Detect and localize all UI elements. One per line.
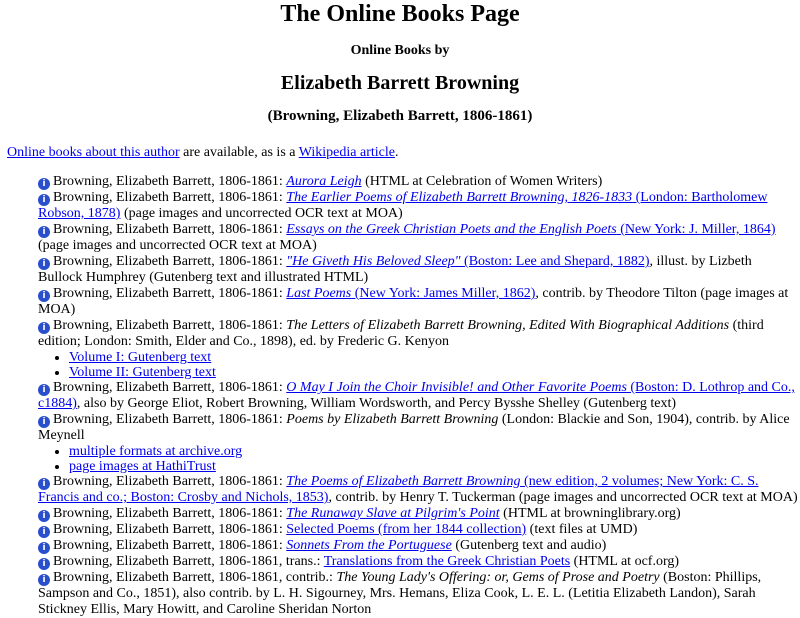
book-entry — [38, 286, 798, 318]
info-icon[interactable]: i — [38, 574, 50, 586]
publication-info: (new edition, 2 volumes; New York: C. S. Francis and co.; Boston: Crosby and Nichols, 1853) — [38, 474, 759, 505]
book-title: O May I Join the Choir Invisible! and Other Favorite Poems — [286, 380, 627, 395]
book-entry — [38, 554, 798, 570]
author-prefix: Browning, Elizabeth Barrett, 1806-1861: — [53, 174, 287, 189]
books-about-author-link[interactable]: Online books about this author — [7, 145, 180, 160]
info-icon[interactable]: i — [38, 194, 50, 206]
author-prefix: Browning, Elizabeth Barrett, 1806-1861: — [53, 412, 287, 427]
info-icon[interactable]: i — [38, 526, 50, 538]
info-icon[interactable]: i — [38, 322, 50, 334]
book-entry — [38, 318, 798, 380]
book-details: , also by George Eliot, Robert Browning, William Wordsworth, and Percy Bysshe Shelley (Gutenberg text) — [76, 396, 677, 411]
info-icon[interactable]: i — [38, 558, 50, 570]
book-entry — [38, 412, 798, 474]
format-link[interactable]: Volume II: Gutenberg text — [69, 365, 216, 380]
info-icon[interactable]: i — [38, 226, 50, 238]
author-prefix: Browning, Elizabeth Barrett, 1806-1861: — [53, 318, 287, 333]
format-item — [69, 350, 798, 365]
format-item — [69, 365, 798, 380]
format-link[interactable]: page images at HathiTrust — [69, 459, 216, 474]
book-title: Poems by Elizabeth Barrett Browning — [286, 412, 499, 427]
author-prefix: Browning, Elizabeth Barrett, 1806-1861: — [53, 286, 287, 301]
format-item — [69, 459, 798, 474]
book-details: , contrib. by Theodore Tilton (page images at MOA) — [38, 286, 789, 317]
book-entry — [38, 222, 798, 254]
book-title: Sonnets From the Portuguese — [286, 538, 452, 553]
info-icon[interactable]: i — [38, 290, 50, 302]
book-title: Last Poems — [286, 286, 352, 301]
info-icon[interactable]: i — [38, 384, 50, 396]
publication-info: (Boston: Lee and Shepard, 1882) — [460, 254, 650, 269]
book-title: Essays on the Greek Christian Poets and the English Poets — [286, 222, 617, 237]
book-details: (HTML at browninglibrary.org) — [499, 506, 681, 521]
info-icon[interactable]: i — [38, 178, 50, 190]
author-prefix: Browning, Elizabeth Barrett, 1806-1861: — [53, 506, 287, 521]
book-link[interactable]: Selected Poems (from her 1844 collection) — [286, 522, 527, 537]
format-item — [69, 444, 798, 459]
book-details: (HTML at Celebration of Women Writers) — [361, 174, 603, 189]
book-details: (Boston: Phillips, Sampson and Co., 1851), also contrib. by L. H. Sigourney, Mrs. Hemans, Eliza Cook, L. E. L. (Letitia Elizabeth Landon), Sarah Stickney Ellis, Mary Howitt, and Caroline Sheridan Norton — [38, 570, 762, 617]
book-link[interactable] — [286, 222, 775, 237]
book-entry — [38, 190, 798, 222]
author-prefix: Browning, Elizabeth Barrett, 1806-1861, trans.: — [53, 554, 324, 569]
format-link[interactable]: multiple formats at archive.org — [69, 444, 243, 459]
book-title: "He Giveth His Beloved Sleep" — [286, 254, 461, 269]
book-title: The Letters of Elizabeth Barrett Browning, Edited With Biographical Additions — [286, 318, 730, 333]
site-title: The Online Books Page — [280, 1, 520, 27]
book-details: , contrib. by Henry T. Tuckerman (page images and uncorrected OCR text at MOA) — [328, 490, 798, 505]
book-title: The Runaway Slave at Pilgrim's Point — [286, 506, 500, 521]
intro-paragraph — [7, 145, 398, 161]
book-entry — [38, 254, 798, 286]
publication-info: (Boston: D. Lothrop and Co., c1884) — [38, 380, 795, 411]
book-entry — [38, 522, 798, 538]
book-link[interactable] — [286, 538, 452, 553]
author-prefix: Browning, Elizabeth Barrett, 1806-1861: — [53, 522, 287, 537]
book-link[interactable] — [286, 506, 499, 521]
book-title: The Earlier Poems of Elizabeth Barrett Browning, 1826-1833 — [286, 190, 633, 205]
book-title: The Poems of Elizabeth Barrett Browning — [286, 474, 521, 489]
book-title: The Young Lady's Offering: or, Gems of Prose and Poetry — [336, 570, 660, 585]
author-prefix: Browning, Elizabeth Barrett, 1806-1861, contrib.: — [53, 570, 337, 585]
book-entry — [38, 380, 798, 412]
book-link[interactable] — [286, 254, 649, 269]
info-icon[interactable]: i — [38, 542, 50, 554]
info-icon[interactable]: i — [38, 416, 50, 428]
format-list — [38, 350, 798, 380]
format-link[interactable]: Volume I: Gutenberg text — [69, 350, 212, 365]
author-prefix: Browning, Elizabeth Barrett, 1806-1861: — [53, 222, 287, 237]
book-entry — [38, 506, 798, 522]
book-details: (page images and uncorrected OCR text at MOA) — [120, 206, 403, 221]
book-details: (text files at UMD) — [526, 522, 638, 537]
book-link[interactable] — [286, 286, 535, 301]
publication-info: (London: Bartholomew Robson, 1878) — [38, 190, 768, 221]
intro-end: . — [394, 145, 399, 160]
author-full-name: (Browning, Elizabeth Barrett, 1806-1861) — [267, 108, 533, 124]
book-link[interactable]: Translations from the Greek Christian Poets — [323, 554, 571, 569]
format-list — [38, 444, 798, 474]
book-entry — [38, 474, 798, 506]
book-details: (HTML at ocf.org) — [570, 554, 680, 569]
author-prefix: Browning, Elizabeth Barrett, 1806-1861: — [53, 254, 287, 269]
book-link[interactable] — [286, 174, 361, 189]
author-prefix: Browning, Elizabeth Barrett, 1806-1861: — [53, 474, 287, 489]
info-icon[interactable]: i — [38, 478, 50, 490]
publication-info: (New York: J. Miller, 1864) — [616, 222, 776, 237]
book-details: , illust. by Lizbeth Bullock Humphrey (Gutenberg text and illustrated HTML) — [38, 254, 752, 285]
book-details: (third edition; London: Smith, Elder and Co., 1898), ed. by Frederic G. Kenyon — [38, 318, 764, 349]
book-details: (London: Blackie and Son, 1904), contrib. by Alice Meynell — [38, 412, 790, 443]
book-list — [38, 174, 798, 618]
book-details: (page images and uncorrected OCR text at MOA) — [38, 238, 317, 253]
author-prefix: Browning, Elizabeth Barrett, 1806-1861: — [53, 538, 287, 553]
publication-info: (New York: James Miller, 1862) — [351, 286, 536, 301]
book-entry — [38, 538, 798, 554]
books-by-heading: Online Books by — [350, 43, 450, 58]
info-icon[interactable]: i — [38, 510, 50, 522]
author-prefix: Browning, Elizabeth Barrett, 1806-1861: — [53, 190, 287, 205]
book-entry — [38, 174, 798, 190]
author-prefix: Browning, Elizabeth Barrett, 1806-1861: — [53, 380, 287, 395]
author-name: Elizabeth Barrett Browning — [280, 72, 520, 94]
intro-text: are available, as is a — [179, 145, 299, 160]
info-icon[interactable]: i — [38, 258, 50, 270]
book-title: Aurora Leigh — [286, 174, 362, 189]
book-details: (Gutenberg text and audio) — [451, 538, 607, 553]
wikipedia-article-link[interactable]: Wikipedia article — [298, 145, 395, 160]
book-entry — [38, 570, 798, 618]
